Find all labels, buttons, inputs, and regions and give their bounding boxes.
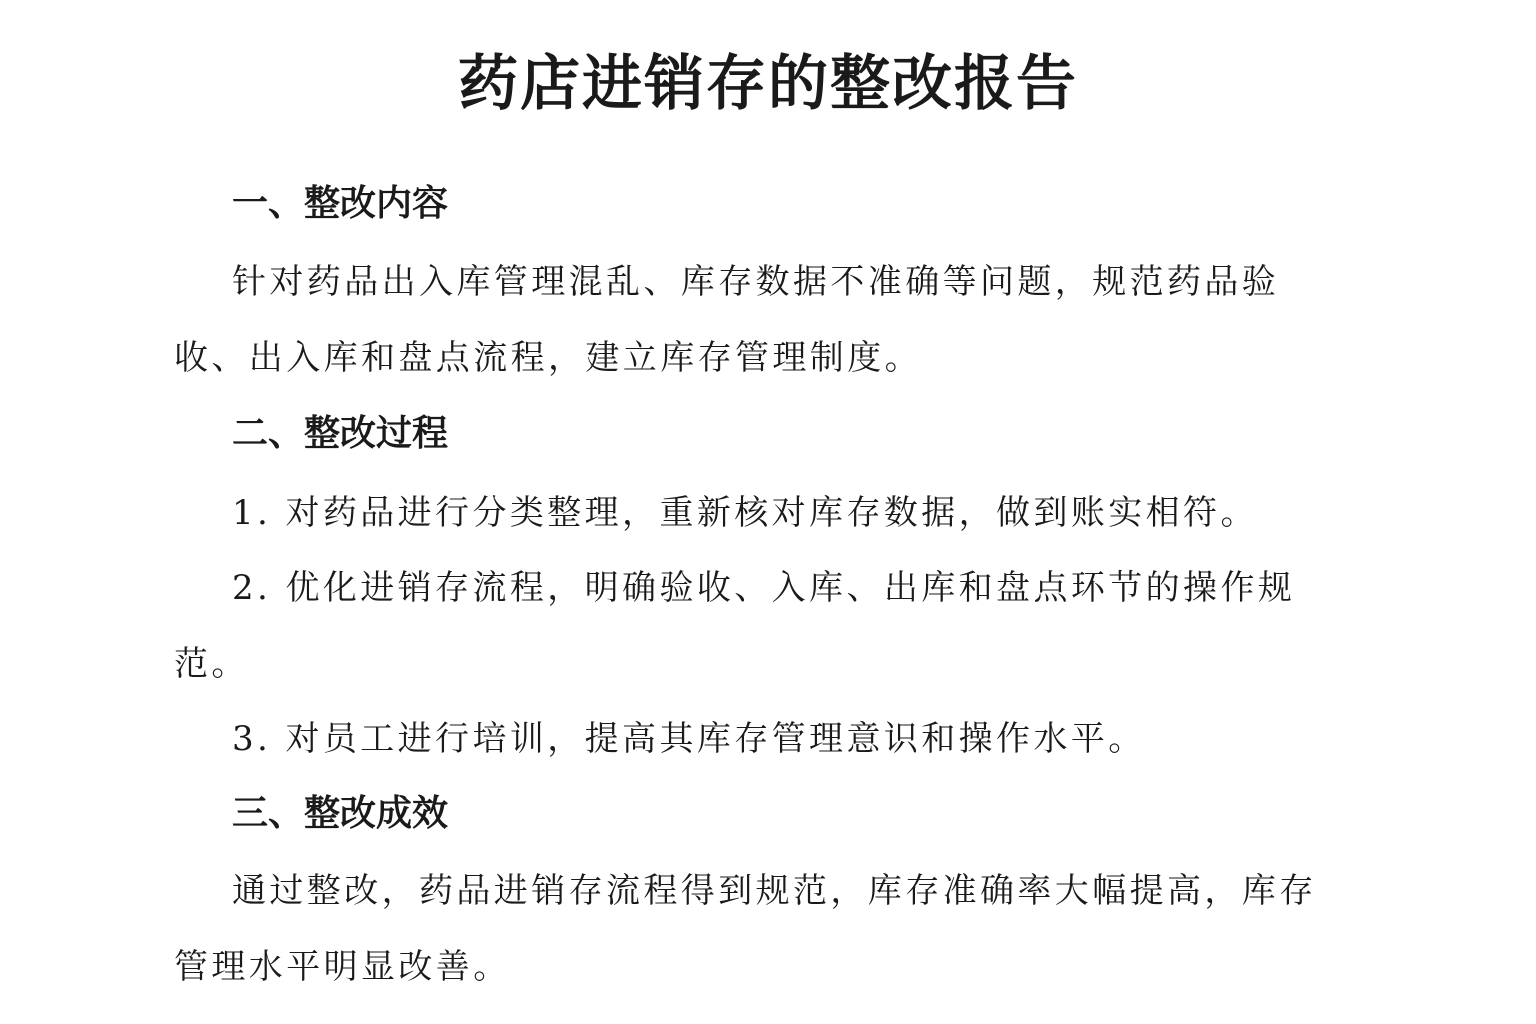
section-content-paragraph: 针对药品出入库管理混乱、库存数据不准确等问题，规范药品验收、出入库和盘点流程，建立库存管理制度。: [174, 262, 1280, 378]
section-results-paragraph: 通过整改，药品进销存流程得到规范，库存准确率大幅提高，库存管理水平明显改善。: [174, 871, 1317, 987]
document-title: 药店进销存的整改报告: [458, 49, 1078, 119]
process-step-2: 2. 优化进销存流程，明确验收、入库、出库和盘点环节的操作规范。: [174, 568, 1296, 684]
process-step-1: 1. 对药品进行分类整理，重新核对库存数据，做到账实相符。: [232, 493, 1258, 533]
section-heading-results: 三、整改成效: [232, 793, 449, 834]
section-heading-process: 二、整改过程: [232, 413, 449, 454]
section-heading-content: 一、整改内容: [232, 183, 449, 224]
process-step-3: 3. 对员工进行培训，提高其库存管理意识和操作水平。: [232, 719, 1146, 759]
